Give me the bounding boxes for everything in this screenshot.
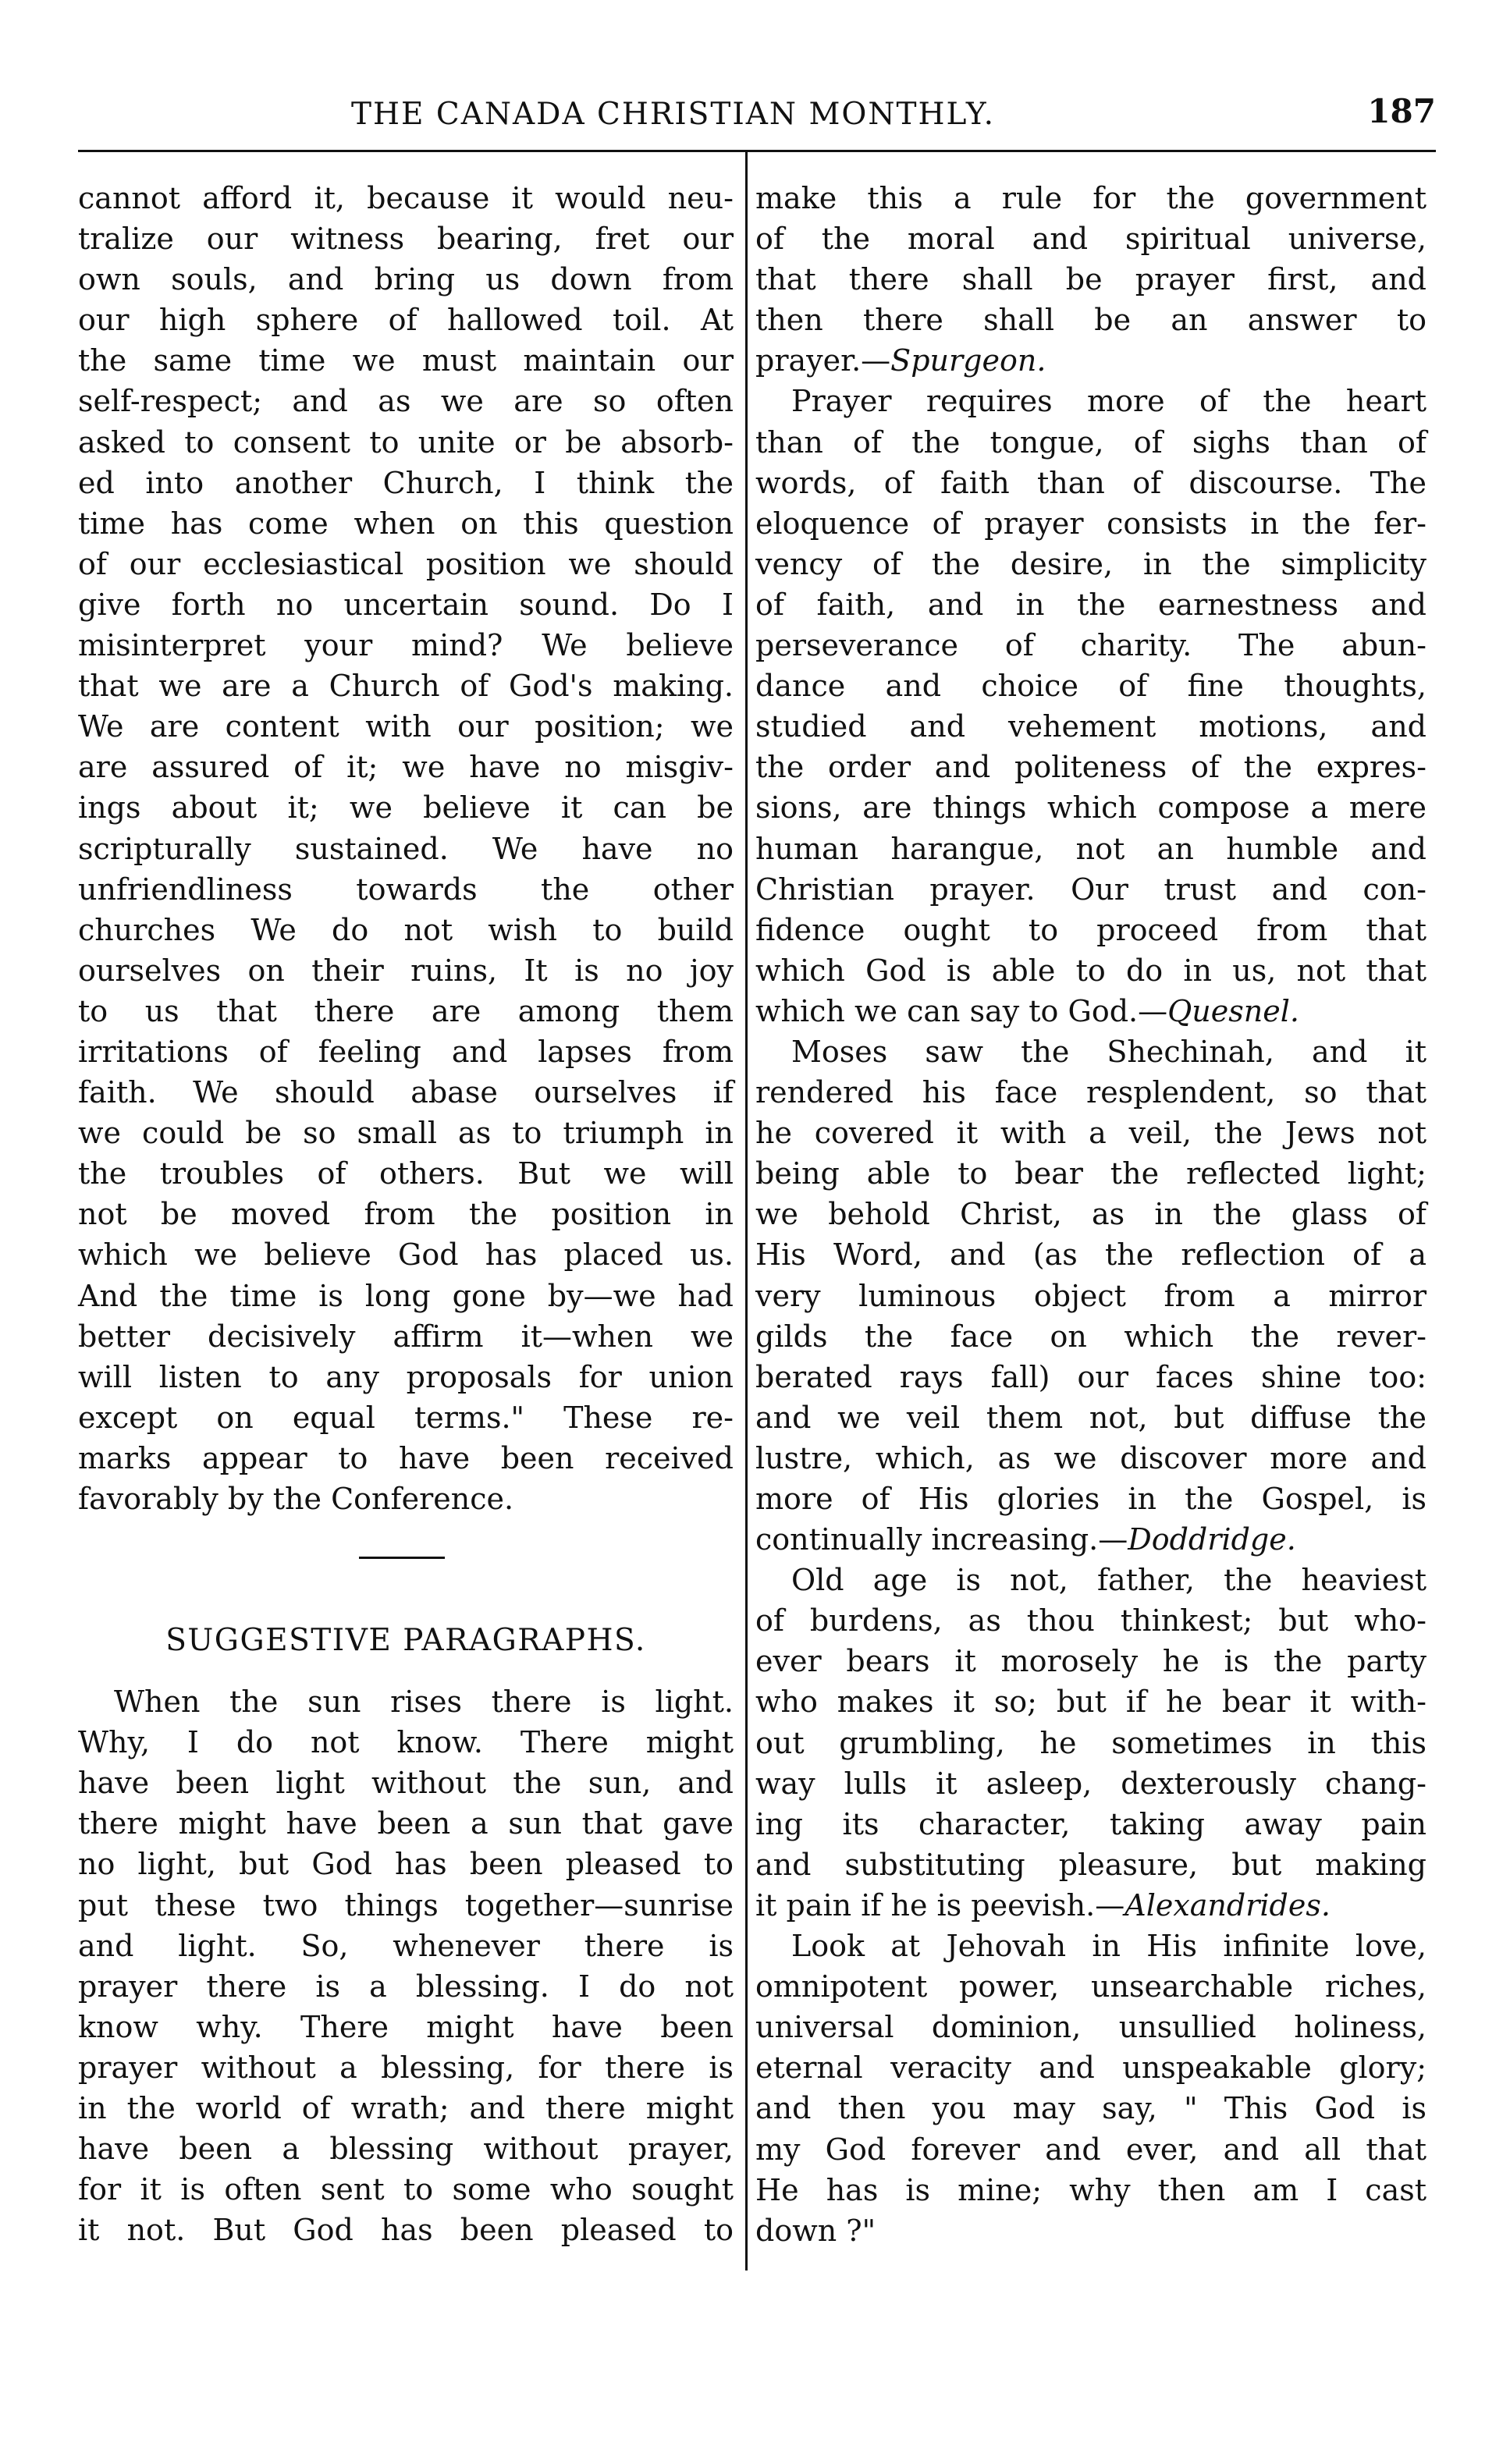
text-line: the order and politeness of the expres- [755,750,1427,785]
text-line: of the moral and spiritual universe, [755,222,1427,257]
right-column [755,178,1427,2251]
text-line [755,991,1427,1031]
text-line: no light, but God has been pleased to [78,1847,734,1882]
text-line: Old age is not, father, the heaviest [791,1563,1427,1598]
text-line: then there shall be an answer to [755,303,1427,338]
text-line: way lulls it asleep, dexterously chang- [755,1766,1427,1801]
text-line: of faith, and in the earnestness and [755,587,1427,622]
text-line: marks appear to have been received [78,1440,734,1475]
text-line: ings about it; we believe it can be [78,790,734,825]
page-number: 187 [1367,92,1436,130]
doddridge-paragraph [755,1031,1427,1560]
text-line: eternal veracity and unspeakable glory; [755,2050,1427,2086]
conference-paragraph [78,178,734,1519]
line-text: continually increasing.— [755,1522,1128,1557]
text-line: berated rays fall) our faces shine too: [755,1359,1427,1394]
text-line: favorably by the Conference. [78,1482,514,1516]
text-line: and then you may say, " This God is [755,2091,1427,2126]
text-line: He has is mine; why then am I cast [755,2172,1427,2207]
text-line: the troubles of others. But we will [78,1156,734,1191]
text-line: gilds the face on which the rever- [755,1319,1427,1354]
text-line: out grumbling, he sometimes in this [755,1725,1427,1760]
attribution-doddridge: Doddridge. [1128,1522,1296,1557]
text-line: put these two things together—sunrise [78,1887,734,1923]
text-line: faith. We should abase ourselves if [78,1075,734,1110]
text-line [755,1885,1427,1926]
column-divider [745,152,748,2271]
text-line: prayer there is a blessing. I do not [78,1969,734,2004]
text-line: studied and vehement motions, and [755,709,1427,744]
text-line: we could be so small as to triumph in [78,1116,734,1151]
text-line: lustre, which, as we discover more and [755,1440,1427,1475]
text-line: make this a rule for the government [755,181,1427,215]
text-line: he covered it with a veil, the Jews not [755,1116,1427,1151]
text-line: to us that there are among them [78,993,734,1028]
text-line: being able to bear the reflected light; [755,1156,1427,1191]
text-line: we behold Christ, as in the glass of [755,1197,1427,1232]
text-line: more of His glories in the Gospel, is [755,1482,1427,1516]
text-line: that we are a Church of God's making. [78,669,734,704]
text-line: words, of faith than of discourse. The [755,465,1427,500]
section-divider [78,1519,734,1600]
text-line: and we veil them not, but diffuse the [755,1400,1427,1435]
text-line: there might have been a sun that gave [78,1806,734,1841]
text-line: have been light without the sun, and [78,1766,734,1801]
attribution-quesnel: Quesnel. [1167,993,1299,1028]
text-line: ing its character, taking away pain [755,1806,1427,1841]
text-line: perseverance of charity. The abun- [755,628,1427,663]
text-line: for it is often sent to some who sought [78,2172,734,2207]
text-line: And the time is long gone by—we had [78,1278,734,1313]
text-line: will listen to any proposals for union [78,1359,734,1394]
text-line: ever bears it morosely he is the party [755,1644,1427,1679]
text-line: ed into another Church, I think the [78,465,734,500]
text-line: time has come when on this question [78,506,734,541]
line-text: it pain if he is peevish.— [755,1887,1125,1923]
jehovah-paragraph [755,1926,1427,2251]
text-line: unfriendliness towards the other [78,872,734,907]
text-line: His Word, and (as the reflection of a [755,1237,1427,1273]
text-line: tralize our witness bearing, fret our [78,222,734,257]
line-text: which we can say to God.— [755,993,1168,1028]
text-line: rendered his face resplendent, so that [755,1075,1427,1110]
text-line [755,1519,1427,1560]
text-line: universal dominion, unsullied holiness, [755,2010,1427,2045]
text-line: Look at Jehovah in His infinite love, [791,1929,1427,1964]
text-line: Prayer requires more of the heart [791,384,1427,419]
text-line: which we believe God has placed us. [78,1237,734,1273]
text-line: misinterpret your mind? We believe [78,628,734,663]
spurgeon-paragraph [755,178,1427,381]
text-line: sions, are things which compose a mere [755,790,1427,825]
text-line: churches We do not wish to build [78,912,734,947]
text-line: the same time we must maintain our [78,343,734,378]
attribution-alexandrides: Alexandrides. [1125,1887,1331,1923]
text-line: cannot afford it, because it would neu- [78,181,734,215]
text-line: scripturally sustained. We have no [78,831,734,866]
text-line: dance and choice of fine thoughts, [755,669,1427,704]
text-line: human harangue, not an humble and [755,831,1427,866]
text-line: very luminous object from a mirror [755,1278,1427,1313]
text-line: than of the tongue, of sighs than of [755,424,1427,460]
text-line: down ?" [755,2213,876,2248]
text-line: vency of the desire, in the simplicity [755,546,1427,581]
text-line: know why. There might have been [78,2009,734,2044]
text-line: that there shall be prayer first, and [755,262,1427,297]
text-line: omnipotent power, unsearchable riches, [755,1969,1427,2004]
text-line: have been a blessing without prayer, [78,2132,734,2167]
section-heading: SUGGESTIVE PARAGRAPHS. [165,1623,646,1659]
text-line: which God is able to do in us, not that [755,953,1427,988]
text-line: own souls, and bring us down from [78,262,734,297]
text-line: except on equal terms." These re- [78,1400,734,1435]
text-line: our high sphere of hallowed toil. At [78,303,734,338]
header-rule [78,150,1436,152]
line-text: prayer.— [755,343,891,378]
text-line: in the world of wrath; and there might [78,2091,734,2126]
sunrise-paragraph [78,1681,734,2250]
text-line: and substituting pleasure, but making [755,1847,1427,1882]
text-line: it not. But God has been pleased to [78,2213,734,2248]
attribution-spurgeon: Spurgeon. [890,343,1046,378]
text-line [755,340,1427,381]
text-line: prayer without a blessing, for there is [78,2050,734,2085]
text-line: When the sun rises there is light. [114,1685,734,1720]
text-line: Why, I do not know. There might [78,1725,734,1760]
text-line: Moses saw the Shechinah, and it [791,1034,1427,1069]
text-line: of burdens, as thou thinkest; but who- [755,1603,1427,1639]
text-line: of our ecclesiastical position we should [78,546,734,581]
text-line: and light. So, whenever there is [78,1928,734,1963]
text-line: asked to consent to unite or be absorb- [78,424,734,460]
running-title: THE CANADA CHRISTIAN MONTHLY. [351,97,996,132]
text-line: We are content with our position; we [78,709,734,744]
text-line: who makes it so; but if he bear it with- [755,1685,1427,1720]
text-line: my God forever and ever, and all that [755,2132,1427,2167]
text-line: ourselves on their ruins, It is no joy [78,953,734,988]
text-line: give forth no uncertain sound. Do I [78,587,734,622]
text-line: Christian prayer. Our trust and con- [755,872,1427,907]
quesnel-paragraph [755,381,1427,1031]
alexandrides-paragraph [755,1560,1427,1926]
text-line: self-respect; and as we are so often [78,384,734,419]
page-header [78,92,1436,147]
text-line: are assured of it; we have no misgiv- [78,750,734,785]
left-column [78,178,734,2250]
text-line: fidence ought to proceed from that [755,912,1427,947]
text-line: not be moved from the position in [78,1197,734,1232]
text-line: better decisively affirm it—when we [78,1319,734,1354]
text-line: irritations of feeling and lapses from [78,1034,734,1069]
text-line: eloquence of prayer consists in the fer- [755,506,1427,541]
